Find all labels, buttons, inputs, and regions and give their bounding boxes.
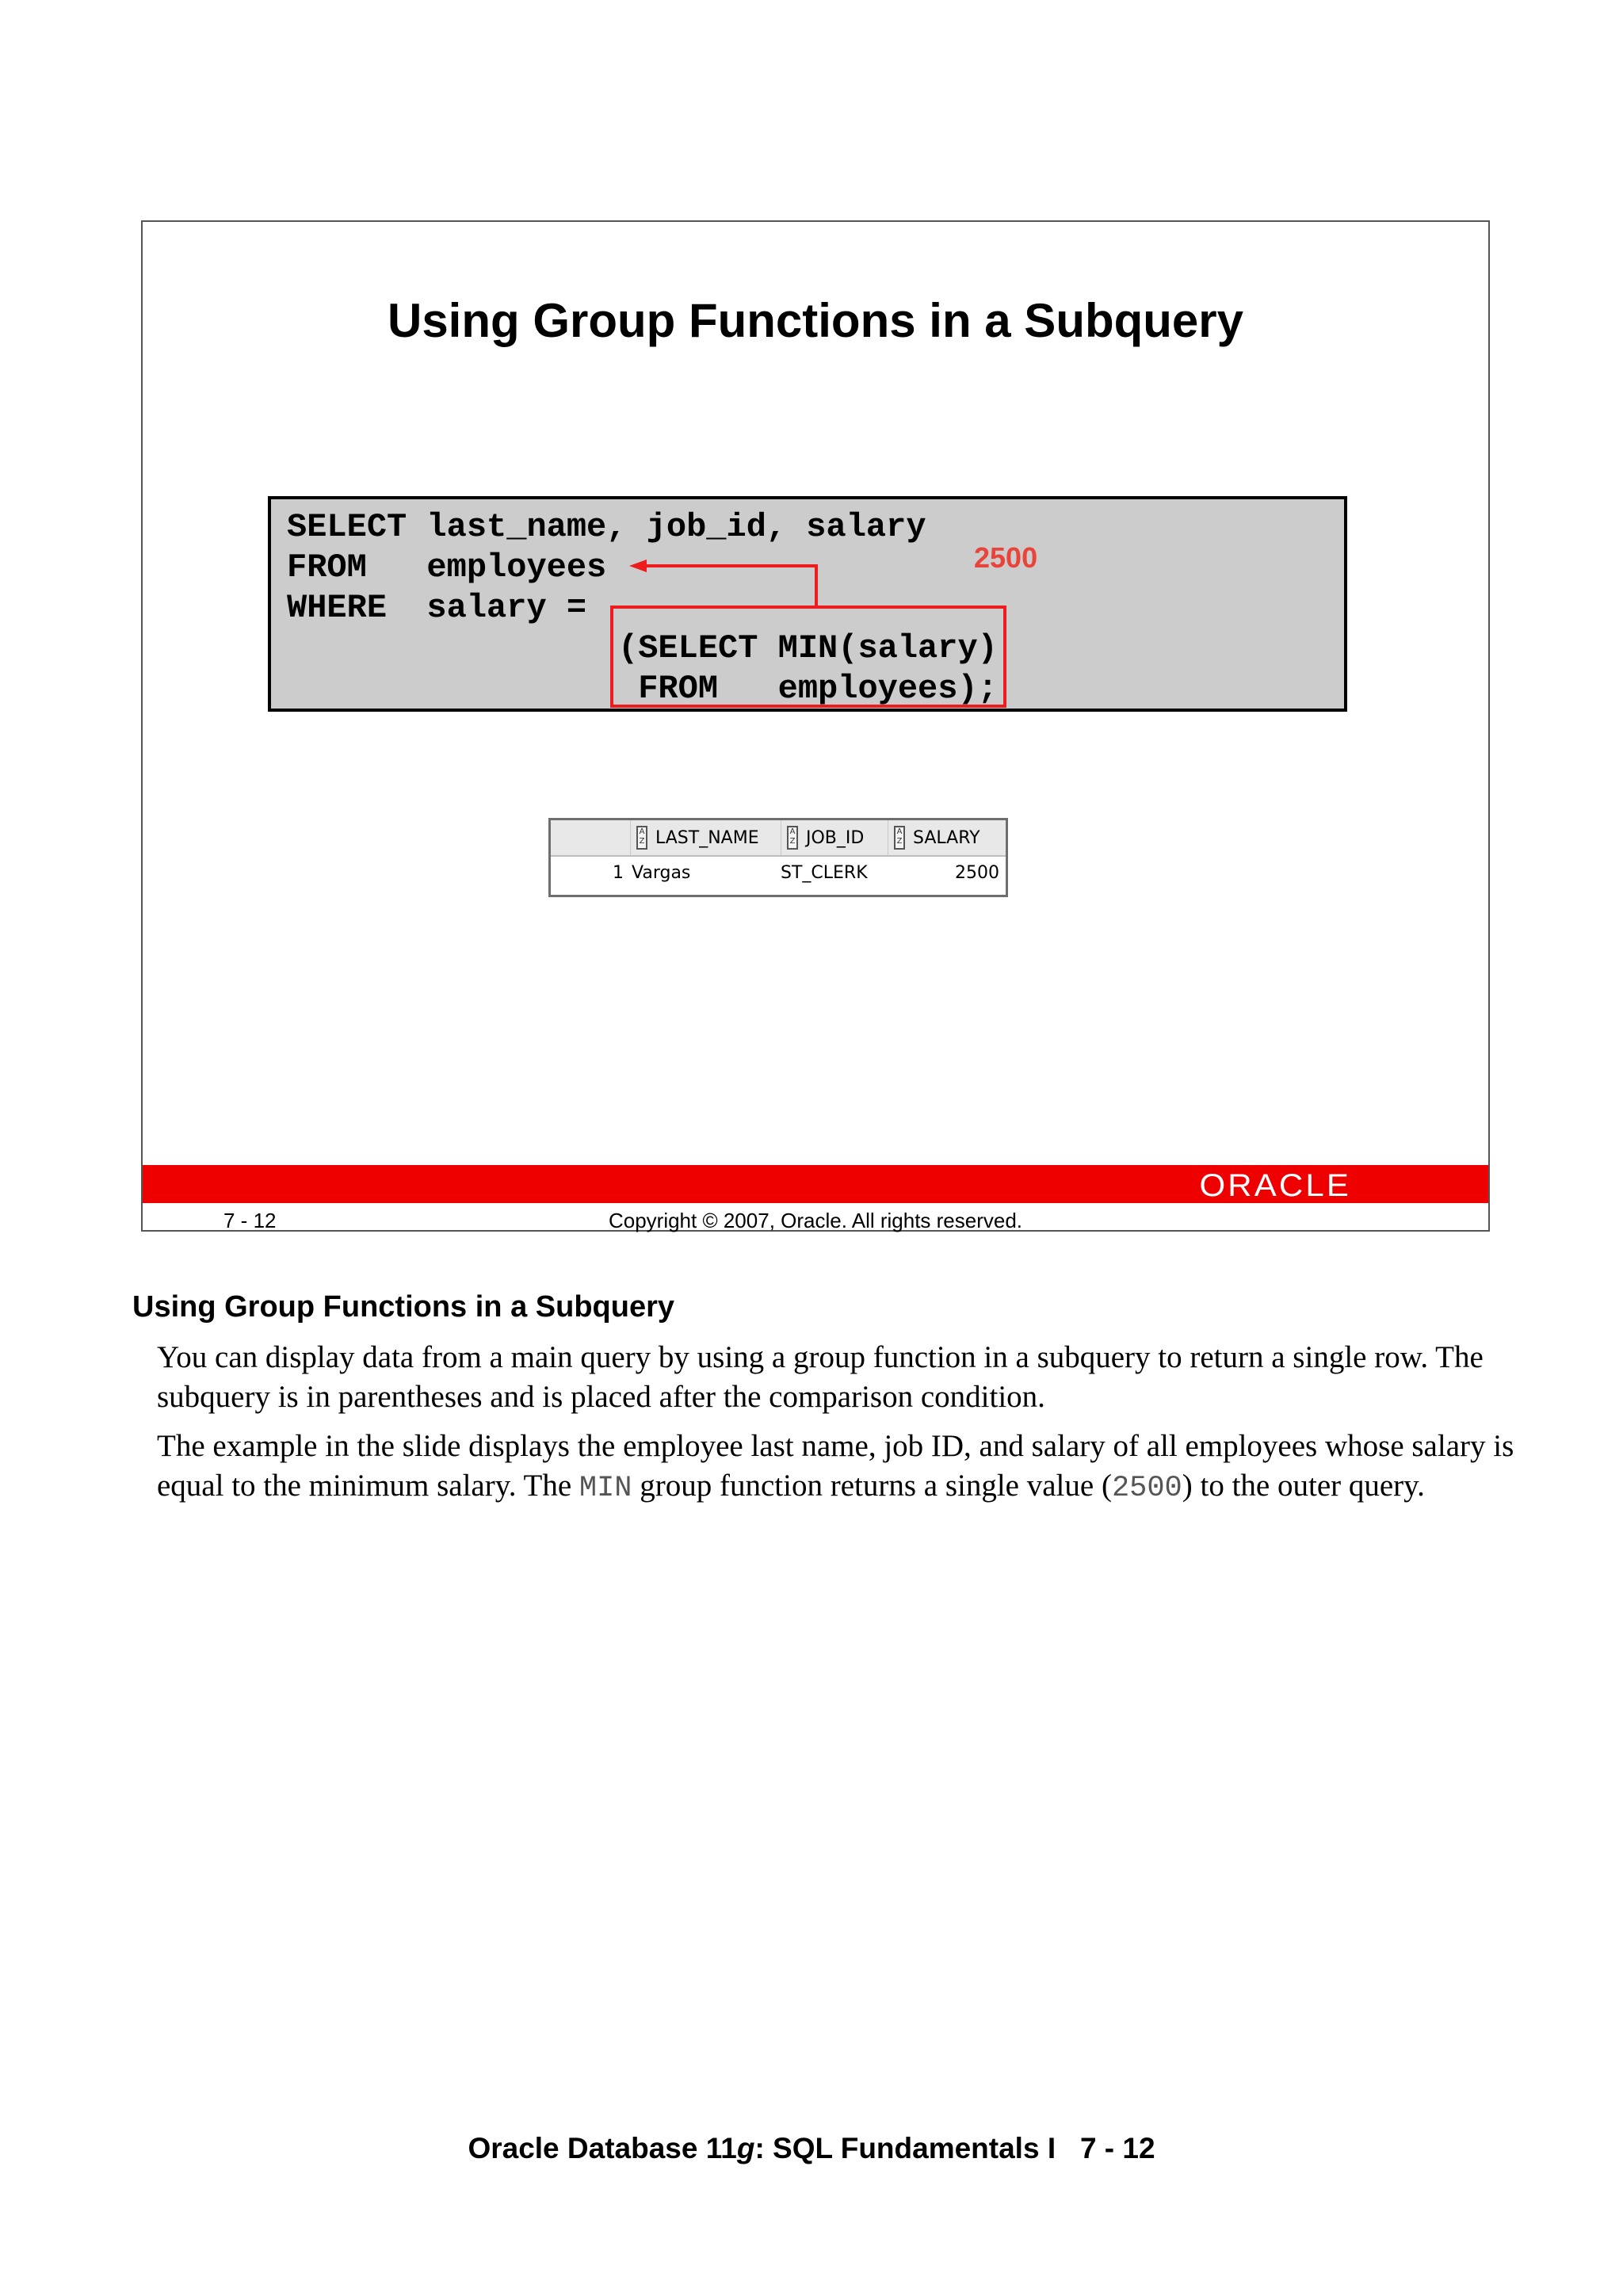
grid-header xyxy=(551,820,1006,857)
subquery-result-value: 2500 xyxy=(974,541,1038,574)
page-footer xyxy=(0,2132,1623,2165)
row-number-header xyxy=(551,820,631,855)
notes-paragraph xyxy=(157,1427,1520,1508)
code-line: SELECT last_name, job_id, salary xyxy=(287,508,926,546)
text: ) to the outer query. xyxy=(1182,1469,1425,1503)
cell-last-name: Vargas xyxy=(632,862,691,883)
footer-text: Oracle Database 11 xyxy=(468,2132,737,2164)
column-header-label: LAST_NAME xyxy=(655,827,759,848)
code-line: (SELECT MIN(salary) xyxy=(618,629,998,667)
sort-icon[interactable]: A Z xyxy=(894,826,905,850)
cell-salary: 2500 xyxy=(955,862,999,883)
notes-heading: Using Group Functions in a Subquery xyxy=(132,1290,675,1324)
table-row[interactable] xyxy=(551,857,1006,888)
sql-code-box xyxy=(268,496,1347,712)
inline-code: MIN xyxy=(579,1472,632,1505)
inline-code: 2500 xyxy=(1111,1472,1182,1505)
row-number: 1 xyxy=(613,862,624,883)
code-line: FROM employees xyxy=(287,548,607,586)
slide-title: Using Group Functions in a Subquery xyxy=(387,294,1244,347)
return-arrow-icon xyxy=(271,499,1350,715)
code-line: FROM employees); xyxy=(618,670,998,708)
oracle-logo: ORACLE xyxy=(1198,1168,1351,1203)
notes-paragraph: You can display data from a main query by using a group function in a subquery to return a single row. The subquery is in parentheses and is placed after the comparison condition. xyxy=(157,1340,1484,1414)
result-grid xyxy=(548,818,1008,897)
column-header-label: JOB_ID xyxy=(806,827,865,848)
code-line: WHERE salary = xyxy=(287,589,587,627)
column-header-label: SALARY xyxy=(913,827,980,848)
slide xyxy=(141,220,1490,1232)
column-header-salary[interactable] xyxy=(888,820,1006,855)
column-header-last-name[interactable] xyxy=(630,820,781,855)
footer-italic: g xyxy=(736,2132,755,2164)
sort-icon[interactable]: A Z xyxy=(787,826,798,850)
slide-page-number: 7 - 12 xyxy=(223,1209,277,1232)
sort-icon[interactable]: A Z xyxy=(636,826,647,850)
cell-job-id: ST_CLERK xyxy=(781,862,868,883)
footer-text: : SQL Fundamentals I 7 - 12 xyxy=(754,2132,1155,2164)
text: The example in the slide displays the employee last name, job ID, and salary of all employees whose salary is equal to the minimum salary. The xyxy=(157,1429,1514,1503)
slide-copyright: Copyright © 2007, Oracle. All rights reserved. xyxy=(608,1209,1023,1232)
slide-footer-band xyxy=(143,1165,1488,1203)
text: group function returns a single value ( xyxy=(632,1469,1112,1503)
column-header-job-id[interactable] xyxy=(781,820,888,855)
